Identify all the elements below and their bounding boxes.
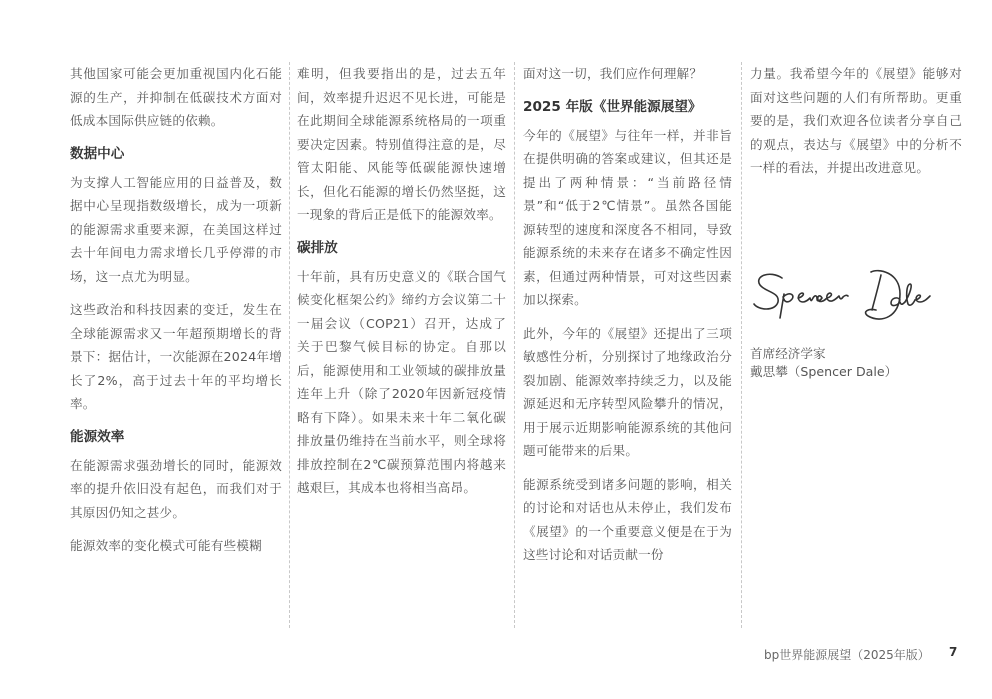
- paragraph: 力量。我希望今年的《展望》能够对面对这些问题的人们有所帮助。更重要的是，我们欢迎各位读者分享自己的观点，表达与《展望》中的分析不一样的看法，并提出改进意见。: [750, 66, 962, 175]
- section-heading-data-centers: 数据中心: [70, 145, 125, 162]
- paragraph: 在能源需求强劲增长的同时，能源效率的提升依旧没有起色，而我们对于其原因仍知之甚少。: [70, 457, 282, 520]
- paragraph: 为支撑人工智能应用的日益普及，数据中心呈现指数级增长，成为一项新的能源需求重要来源，在美国这样过去十年间电力需求增长几乎停滞的市场，这一点尤为明显。: [70, 174, 282, 284]
- paragraph: 其他国家可能会更加重视国内化石能源的生产，并抑制在低碳技术方面对低成本国际供应链的依赖。: [70, 66, 282, 128]
- paragraph: 能源系统受到诸多问题的影响，相关的讨论和对话也从未停止，我们发布《展望》的一个重要意义便是在于为这些讨论和对话贡献一份: [523, 476, 732, 562]
- signatory-name: 戴思攀（Spencer Dale）: [750, 364, 898, 379]
- section-heading-carbon-emissions: 碳排放: [297, 239, 338, 256]
- paragraph: 这些政治和科技因素的变迁，发生在全球能源需求又一年超预期增长的背景下：据估计，一次能源在2024年增长了2%，高于过去十年的平均增长率。: [70, 302, 282, 411]
- column-divider: [289, 62, 290, 628]
- paragraph: 面对这一切，我们应作何理解？: [523, 66, 703, 81]
- footer-publication-title: bp世界能源展望（2025年版）: [764, 648, 930, 662]
- paragraph: 今年的《展望》与往年一样，并非旨在提供明确的答案或建议，但其还是提出了两种情景：“当前路径情景”和“低于2℃情景”。虽然各国能源转型的速度和深度各不相同，导致能源系统的未来存在诸多不确定性因素，但通过两种情景，可对这些因素加以探索。: [523, 127, 732, 307]
- text-column-1: [70, 62, 282, 628]
- column-divider: [741, 62, 742, 628]
- signature-image: [750, 258, 940, 338]
- text-column-2: [297, 62, 506, 628]
- paragraph: 十年前，具有历史意义的《联合国气候变化框架公约》缔约方会议第二十一届会议（COP21）召开，达成了关于巴黎气候目标的协定。自那以后，能源使用和工业领域的碳排放量连年上升（除了2020年因新冠疫情略有下降）。如果未来十年二氧化碳排放量仍维持在当前水平，则全球将排放控制在2℃碳预算范围内将越来越艰巨，其成本也将相当高昂。: [297, 268, 506, 495]
- column-divider: [514, 62, 515, 628]
- paragraph: 此外，今年的《展望》还提出了三项敏感性分析，分别探讨了地缘政治分裂加剧、能源效率持续乏力，以及能源延迟和无序转型风险攀升的情况，用于展示近期影响能源系统的其他问题可能带来的后果。: [523, 325, 732, 458]
- signatory-role: 首席经济学家: [750, 346, 826, 361]
- paragraph: 能源效率的变化模式可能有些模糊: [70, 538, 262, 553]
- paragraph: 难明，但我要指出的是，过去五年间，效率提升迟迟不见长进，可能是在此期间全球能源系统格局的一项重要决定因素。特别值得注意的是，尽管太阳能、风能等低碳能源快速增长，但化石能源的增长仍然坚挺，这一现象的背后正是低下的能源效率。: [297, 66, 506, 222]
- section-heading-outlook-2025: 2025 年版《世界能源展望》: [523, 98, 702, 115]
- page-number: 7: [949, 645, 958, 659]
- section-heading-energy-efficiency: 能源效率: [70, 428, 125, 445]
- text-column-3: [523, 62, 732, 628]
